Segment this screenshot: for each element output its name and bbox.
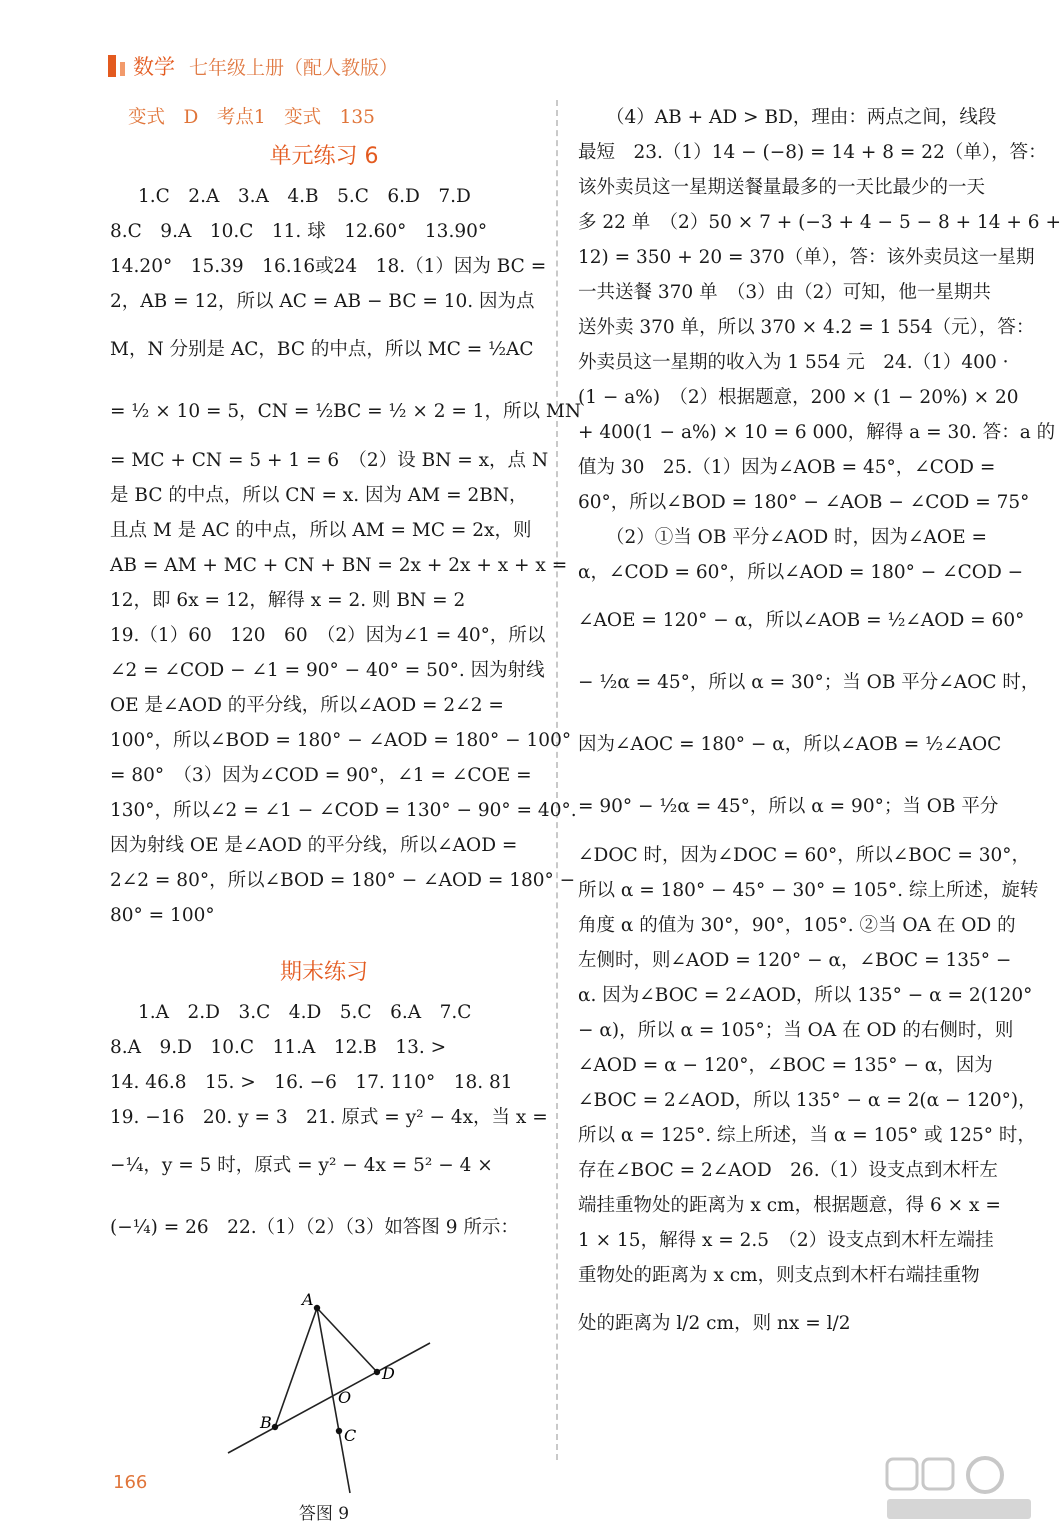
unit6-answers <box>110 179 582 933</box>
segment-ab <box>275 1308 317 1427</box>
section-title-final: 期末练习 <box>279 960 368 985</box>
answer-line: 角度 α 的值为 30°，90°，105°. ②当 OA 在 OD 的 <box>578 915 1016 936</box>
answer-line: M，N 分别是 AC，BC 的中点，所以 MC = ½AC <box>110 339 534 360</box>
section-title-unit6: 单元练习 6 <box>269 144 379 169</box>
answer-line: 存在∠BOC = 2∠AOD 26.（1）设支点到木杆左 <box>578 1160 998 1181</box>
answer-line: 且点 M 是 AC 的中点，所以 AM = MC = 2x，则 <box>110 520 532 541</box>
answer-line: 处的距离为 l/2 cm，则 nx = l/2 <box>578 1313 851 1334</box>
answer-line: 送外卖 370 单，所以 370 × 4.2 = 1 554（元），答： <box>578 317 1035 338</box>
answer-line: 19.（1）60 120 60 （2）因为∠1 = 40°，所以 <box>110 625 546 646</box>
right-column <box>578 100 1061 1355</box>
answer-line: 130°，所以∠2 = ∠1 − ∠COD = 130° − 90° = 40°. <box>110 800 577 821</box>
answer-line: − α)，所以 α = 105°；当 OA 在 OD 的右侧时，则 <box>578 1020 1014 1041</box>
answer-line: 端挂重物处的距离为 x cm，根据题意，得 6 × x = <box>578 1195 1001 1216</box>
page-header <box>108 50 398 82</box>
label-d: D <box>382 1364 395 1383</box>
answer-line: 所以 α = 180° − 45° − 30° = 105°. 综上所述，旋转 <box>578 880 1039 901</box>
variant-line: 变式 D 考点1 变式 135 <box>128 107 375 128</box>
answer-line: 是 BC 的中点，所以 CN = x. 因为 AM = 2BN， <box>110 485 528 506</box>
answer-line: = ½ × 10 = 5，CN = ½BC = ½ × 2 = 1，所以 MN <box>110 401 582 422</box>
answer-line: OE 是∠AOD 的平分线，所以∠AOD = 2∠2 = <box>110 695 504 716</box>
answer-line: 因为射线 OE 是∠AOD 的平分线，所以∠AOD = <box>110 835 518 856</box>
answer-line: ∠AOD = α − 120°，∠BOC = 135° − α，因为 <box>578 1055 993 1076</box>
answer-line: 12，即 6x = 12，解得 x = 2. 则 BN = 2 <box>110 590 466 611</box>
answer-line: = MC + CN = 5 + 1 = 6 （2）设 BN = x，点 N <box>110 450 549 471</box>
watermark-icon <box>885 1455 1035 1525</box>
answer-line: α，∠COD = 60°，所以∠AOD = 180° − ∠COD − <box>578 562 1024 583</box>
answer-line: 重物处的距离为 x cm，则支点到木杆右端挂重物 <box>578 1265 980 1286</box>
answer-line: 值为 30 25.（1）因为∠AOB = 45°，∠COD = <box>578 457 996 478</box>
answer-line: 因为∠AOC = 180° − α，所以∠AOB = ½∠AOC <box>578 734 1002 755</box>
geometry-figure <box>110 1265 538 1505</box>
point-c <box>336 1428 342 1434</box>
answer-line: 所以 α = 125°. 综上所述，当 α = 105° 或 125° 时， <box>578 1125 1036 1146</box>
answer-line: = 80° （3）因为∠COD = 90°，∠1 = ∠COE = <box>110 765 532 786</box>
left-column <box>110 100 582 1524</box>
answer-line: 80° = 100° <box>110 905 215 926</box>
answer-line: = 90° − ½α = 45°，所以 α = 90°；当 OB 平分 <box>578 796 999 817</box>
answer-line: AB = AM + MC + CN + BN = 2x + 2x + x + x = <box>110 555 568 576</box>
header-grade: 七年级上册（配人教版） <box>189 56 399 79</box>
answer-line: 最短 23.（1）14 − (−8) = 14 + 8 = 22（单），答： <box>578 142 1047 163</box>
page-number: 166 <box>113 1472 148 1493</box>
label-c: C <box>344 1426 357 1445</box>
header-subject: 数学 <box>133 55 175 79</box>
answer-line: 19. −16 20. y = 3 21. 原式 = y² − 4x，当 x = <box>110 1107 548 1128</box>
answer-line: (1 − a%) （2）根据题意，200 × (1 − 20%) × 20 <box>578 387 1019 408</box>
answer-line: 12) = 350 + 20 = 370（单），答：该外卖员这一星期 <box>578 247 1035 268</box>
figure-svg <box>110 1265 538 1505</box>
line-bd <box>228 1343 430 1453</box>
answer-line: − ½α = 45°，所以 α = 30°；当 OB 平分∠AOC 时， <box>578 672 1040 693</box>
answer-line: + 400(1 − a%) × 10 = 6 000，解得 a = 30. 答：a 的 <box>578 422 1056 443</box>
answer-line: 14. 46.8 15. > 16. −6 17. 110° 18. 81 <box>110 1072 513 1093</box>
point-a <box>314 1305 320 1311</box>
header-mark-small-icon <box>120 62 125 76</box>
answer-line: （4）AB + AD > BD，理由：两点之间，线段 <box>606 107 997 128</box>
column-divider <box>556 100 558 1460</box>
answer-line: 1 × 15，解得 x = 2.5 （2）设支点到木杆左端挂 <box>578 1230 994 1251</box>
answer-line: （2）①当 OB 平分∠AOD 时，因为∠AOE = <box>606 527 987 548</box>
label-a: A <box>302 1290 314 1309</box>
answer-line: 60°，所以∠BOD = 180° − ∠AOB − ∠COD = 75° <box>578 492 1030 513</box>
answer-line: 2∠2 = 80°，所以∠BOD = 180° − ∠AOD = 180° − <box>110 870 576 891</box>
watermark-logo <box>885 1455 1035 1525</box>
answer-line: 2，AB = 12，所以 AC = AB − BC = 10. 因为点 <box>110 291 535 312</box>
answer-line: 14.20° 15.39 16.16或24 18.（1）因为 BC = <box>110 256 547 277</box>
answer-line: 一共送餐 370 单 （3）由（2）可知，他一星期共 <box>578 282 991 303</box>
answer-line: 该外卖员这一星期送餐量最多的一天比最少的一天 <box>578 177 986 198</box>
final-answers <box>110 995 548 1259</box>
figure-caption: 答图 9 <box>298 1504 350 1524</box>
answer-line: ∠AOE = 120° − α，所以∠AOB = ½∠AOD = 60° <box>578 610 1025 631</box>
label-o: O <box>338 1388 352 1407</box>
answer-line: 8.C 9.A 10.C 11. 球 12.60° 13.90° <box>110 221 488 242</box>
point-d <box>374 1369 380 1375</box>
answer-line: 外卖员这一星期的收入为 1 554 元 24.（1）400 · <box>578 352 1009 373</box>
answer-line: 左侧时，则∠AOD = 120° − α，∠BOC = 135° − <box>578 950 1012 971</box>
answer-line: 1.C 2.A 3.A 4.B 5.C 6.D 7.D <box>138 186 471 207</box>
header-mark-icon <box>108 55 116 77</box>
answer-line: ∠2 = ∠COD − ∠1 = 90° − 40° = 50°. 因为射线 <box>110 660 545 681</box>
label-b: B <box>260 1413 272 1432</box>
answer-line: (−¼) = 26 22.（1）（2）（3）如答图 9 所示： <box>110 1217 519 1238</box>
answer-line: α. 因为∠BOC = 2∠AOD，所以 135° − α = 2(120° <box>578 985 1033 1006</box>
answer-line: 100°，所以∠BOD = 180° − ∠AOD = 180° − 100° <box>110 730 572 751</box>
answer-line: ∠DOC 时，因为∠DOC = 60°，所以∠BOC = 30°， <box>578 845 1031 866</box>
answer-line: −¼，y = 5 时，原式 = y² − 4x = 5² − 4 × <box>110 1155 493 1176</box>
answer-line: 多 22 单 （2）50 × 7 + (−3 + 4 − 5 − 8 + 14 + 6 + <box>578 212 1061 233</box>
answer-line: 1.A 2.D 3.C 4.D 5.C 6.A 7.C <box>138 1002 472 1023</box>
answer-line: 8.A 9.D 10.C 11.A 12.B 13. > <box>110 1037 447 1058</box>
answer-line: ∠BOC = 2∠AOD，所以 135° − α = 2(α − 120°)， <box>578 1090 1037 1111</box>
point-b <box>272 1424 278 1430</box>
